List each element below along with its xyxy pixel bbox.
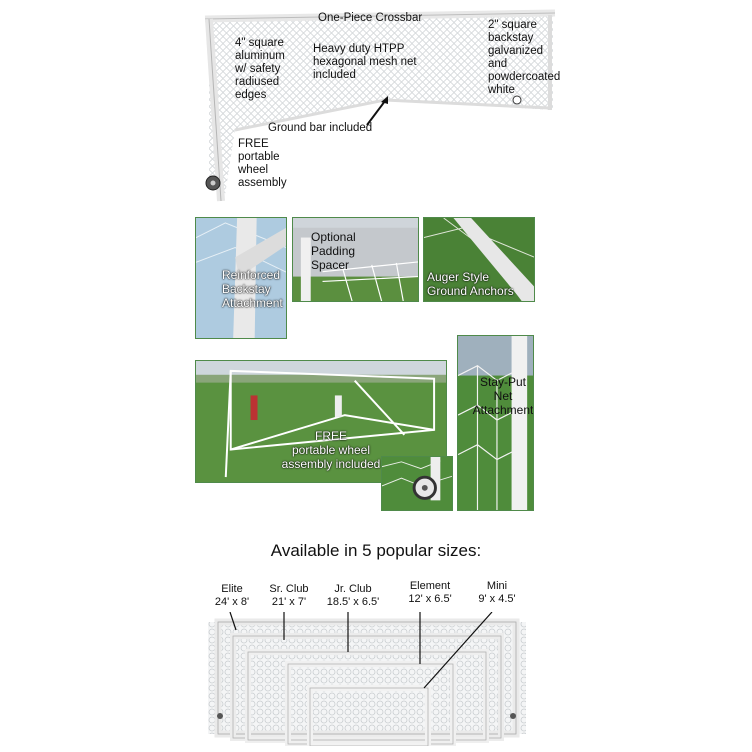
ground-bar-label: Ground bar included [268, 122, 373, 134]
wheel-included-label: FREE portable wheel assembly included [281, 429, 381, 471]
size-label-jr-club: Jr. Club 18.5' x 6.5' [326, 583, 380, 608]
auger-anchor-label: Auger Style Ground Anchors [427, 270, 514, 298]
size-label-sr-club: Sr. Club 21' x 7' [269, 583, 309, 608]
padding-spacer-photo [292, 217, 419, 302]
backstay-label: 2" square backstay galvanized and powdercoated white [488, 19, 561, 96]
padding-spacer-label: Optional Padding Spacer [311, 230, 356, 272]
crossbar-label: One-Piece Crossbar [318, 12, 423, 24]
net-attachment-photo [457, 335, 534, 511]
sizes-heading: Available in 5 popular sizes: [270, 541, 482, 560]
wheel-label: FREE portable wheel assembly [238, 138, 287, 189]
size-label-element: Element 12' x 6.5' [408, 580, 452, 605]
net-attachment-label: Stay-Put Net Attachment [472, 375, 534, 417]
size-label-mini: Mini 9' x 4.5' [478, 580, 516, 605]
auger-anchor-photo [423, 217, 535, 302]
wheel-detail-photo [381, 456, 453, 511]
size-label-elite: Elite 24' x 8' [214, 583, 250, 608]
aluminum-label: 4" square aluminum w/ safety radiused edges [235, 37, 285, 101]
mesh-label: Heavy duty HTPP hexagonal mesh net included [313, 43, 417, 81]
backstay-attachment-photo [195, 217, 287, 339]
sizes-comparison-drawing [208, 612, 528, 746]
backstay-attachment-label: Reinforced Backstay Attachment [222, 268, 283, 310]
